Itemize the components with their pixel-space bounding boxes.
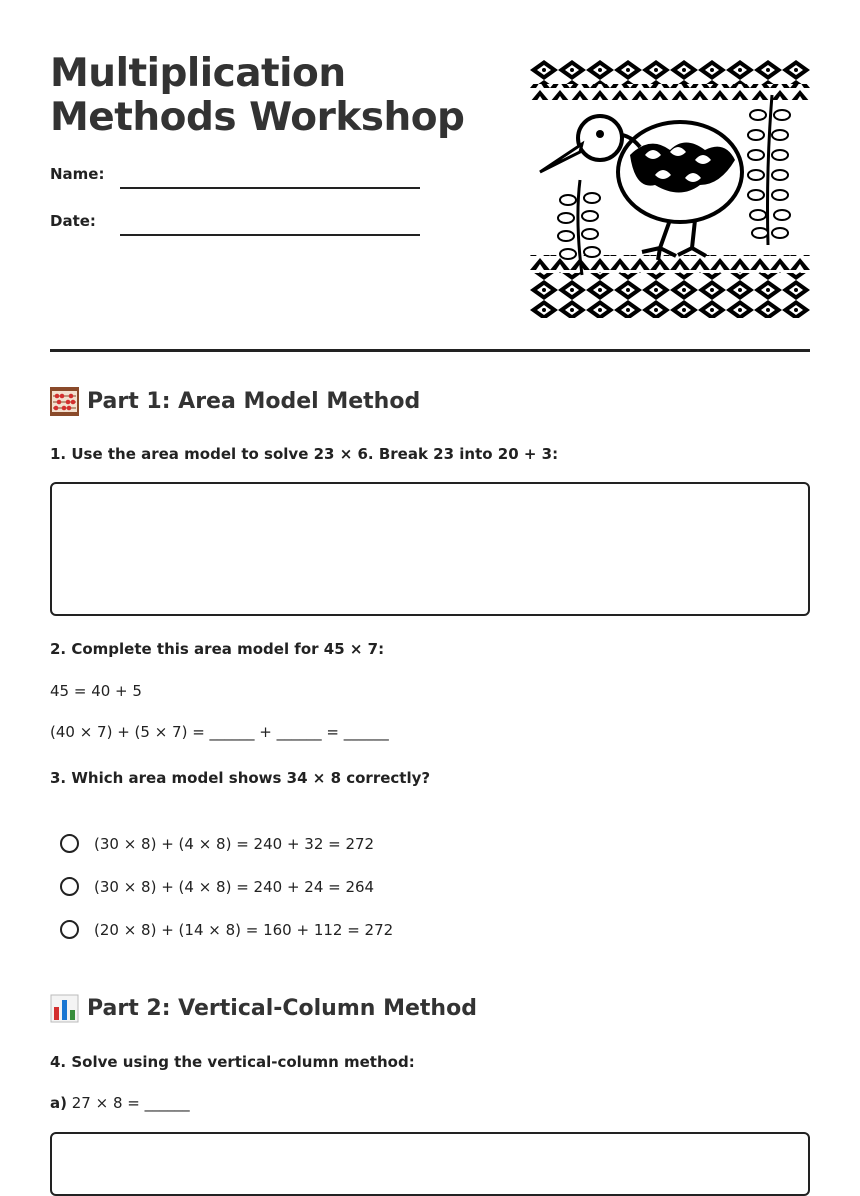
radio-button[interactable] — [60, 920, 79, 939]
option-b[interactable] — [60, 877, 374, 896]
date-field-line[interactable] — [120, 234, 420, 236]
name-label: Name: — [50, 165, 105, 183]
option-label: (30 × 8) + (4 × 8) = 240 + 24 = 264 — [94, 877, 375, 896]
option-c[interactable] — [60, 920, 393, 939]
answer-box-1[interactable] — [50, 482, 810, 616]
q2-equation: (40 × 7) + (5 × 7) = ______ + ______ = ______ — [50, 723, 389, 741]
question-2: 2. Complete this area model for 45 × 7: — [50, 640, 385, 658]
answer-box-4a[interactable] — [50, 1132, 810, 1196]
q4a-label: a) — [50, 1094, 67, 1112]
q4a-text: 27 × 8 = ______ — [71, 1094, 190, 1112]
part1-heading — [50, 387, 420, 416]
header-divider — [50, 349, 810, 352]
option-label: (30 × 8) + (4 × 8) = 240 + 32 = 272 — [94, 834, 375, 853]
radio-button[interactable] — [60, 834, 79, 853]
worksheet-title: Multiplication Methods Workshop — [50, 51, 465, 140]
part1-title: Part 1: Area Model Method — [87, 389, 421, 414]
part2-title: Part 2: Vertical-Column Method — [87, 996, 477, 1021]
question-1: 1. Use the area model to solve 23 × 6. Break 23 into 20 + 3: — [50, 445, 559, 463]
radio-button[interactable] — [60, 877, 79, 896]
option-label: (20 × 8) + (14 × 8) = 160 + 112 = 272 — [94, 920, 394, 939]
name-field-line[interactable] — [120, 187, 420, 189]
q2-decomposition: 45 = 40 + 5 — [50, 682, 142, 700]
part2-heading — [50, 994, 477, 1023]
question-3: 3. Which area model shows 34 × 8 correctly? — [50, 769, 431, 787]
bar-chart-icon — [50, 994, 79, 1023]
date-label: Date: — [50, 212, 96, 230]
option-a[interactable] — [60, 834, 374, 853]
kiwi-illustration — [530, 60, 810, 318]
question-4: 4. Solve using the vertical-column method: — [50, 1053, 415, 1071]
abacus-icon — [50, 387, 79, 416]
question-4a — [50, 1094, 190, 1112]
